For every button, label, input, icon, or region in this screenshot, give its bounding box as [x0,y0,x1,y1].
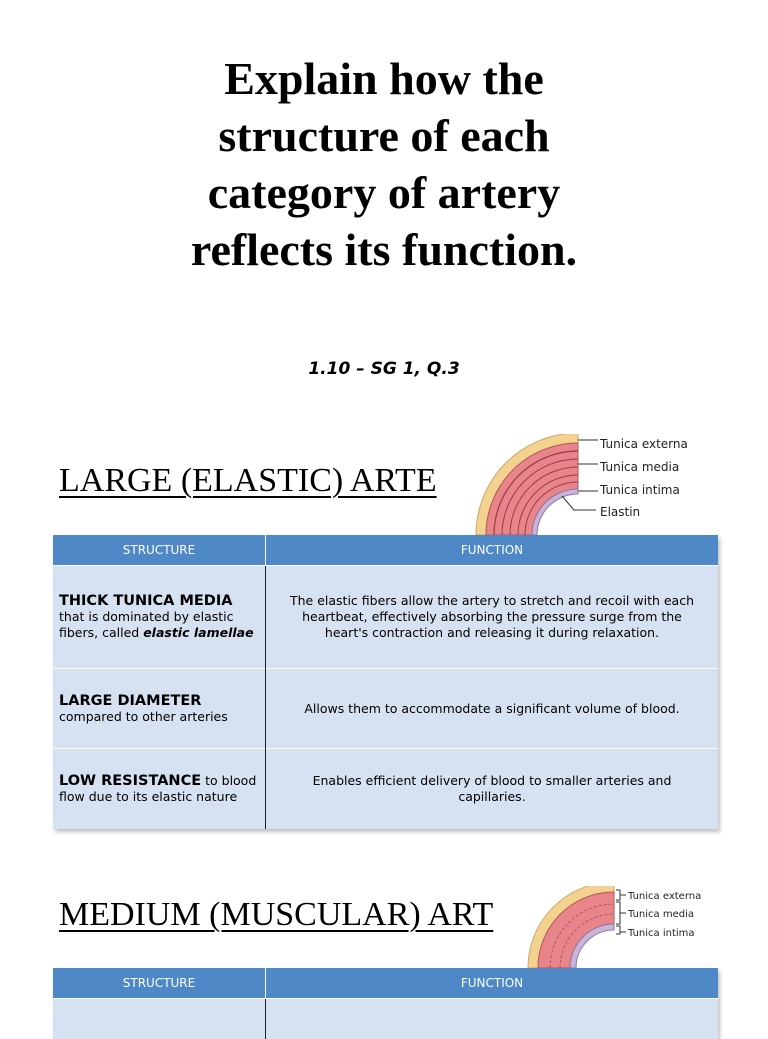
structure-cell [53,669,266,749]
title-line: reflects its function. [190,224,578,275]
function-cell: Enables efficient delivery of blood to smaller arteries and capillaries. [266,749,719,829]
table-row [53,669,718,749]
structure-main: LOW RESISTANCE [59,772,202,789]
label-tunica-externa: Tunica externa [600,437,688,451]
table-row [53,999,718,1039]
structure-cell [53,749,266,829]
muscular-artery-table [53,968,718,1039]
label-tunica-externa: Tunica externa [628,891,702,902]
page-title [0,50,768,278]
column-header-function: FUNCTION [266,535,719,566]
label-elastin: Elastin [600,505,641,519]
structure-detail: compared to other arteries [59,708,228,724]
table-row [53,749,718,829]
table-row [53,566,718,669]
function-cell: Allows them to accommodate a significant volume of blood. [266,669,719,749]
structure-detail: to blood flow due to its elastic nature [59,772,257,804]
structure-main: THICK TUNICA MEDIA [59,593,233,609]
label-tunica-intima: Tunica intima [628,928,695,939]
structure-cell [53,999,266,1039]
column-header-function: FUNCTION [266,968,719,999]
function-cell [266,999,719,1039]
structure-emphasis: elastic lamellae [143,625,254,640]
section-heading-large-elastic: LARGE (ELASTIC) ARTE [59,462,437,499]
question-reference: 1.10 – SG 1, Q.3 [308,359,460,379]
title-line: category of artery [207,167,561,218]
label-tunica-media: Tunica media [628,909,694,920]
column-header-structure: STRUCTURE [53,535,266,566]
column-header-structure: STRUCTURE [53,968,266,999]
muscular-artery-diagram [524,886,704,968]
function-cell: The elastic fibers allow the artery to stretch and recoil with each heartbeat, effectively absorbing the pressure surge from the heart's contraction and releasing it during relaxation. [266,566,719,669]
elastic-artery-table [53,535,718,829]
label-tunica-media: Tunica media [600,460,680,474]
structure-detail: that is dominated by elastic fibers, called [59,609,234,640]
section-heading-medium-muscular: MEDIUM (MUSCULAR) ART [59,896,494,933]
structure-cell [53,566,266,669]
elastic-artery-diagram [470,434,700,535]
structure-detail-block [59,609,259,641]
structure-main: LARGE DIAMETER [59,692,202,709]
title-line: structure of each [218,110,550,161]
label-tunica-intima: Tunica intima [600,483,680,497]
title-line: Explain how the [224,53,544,104]
